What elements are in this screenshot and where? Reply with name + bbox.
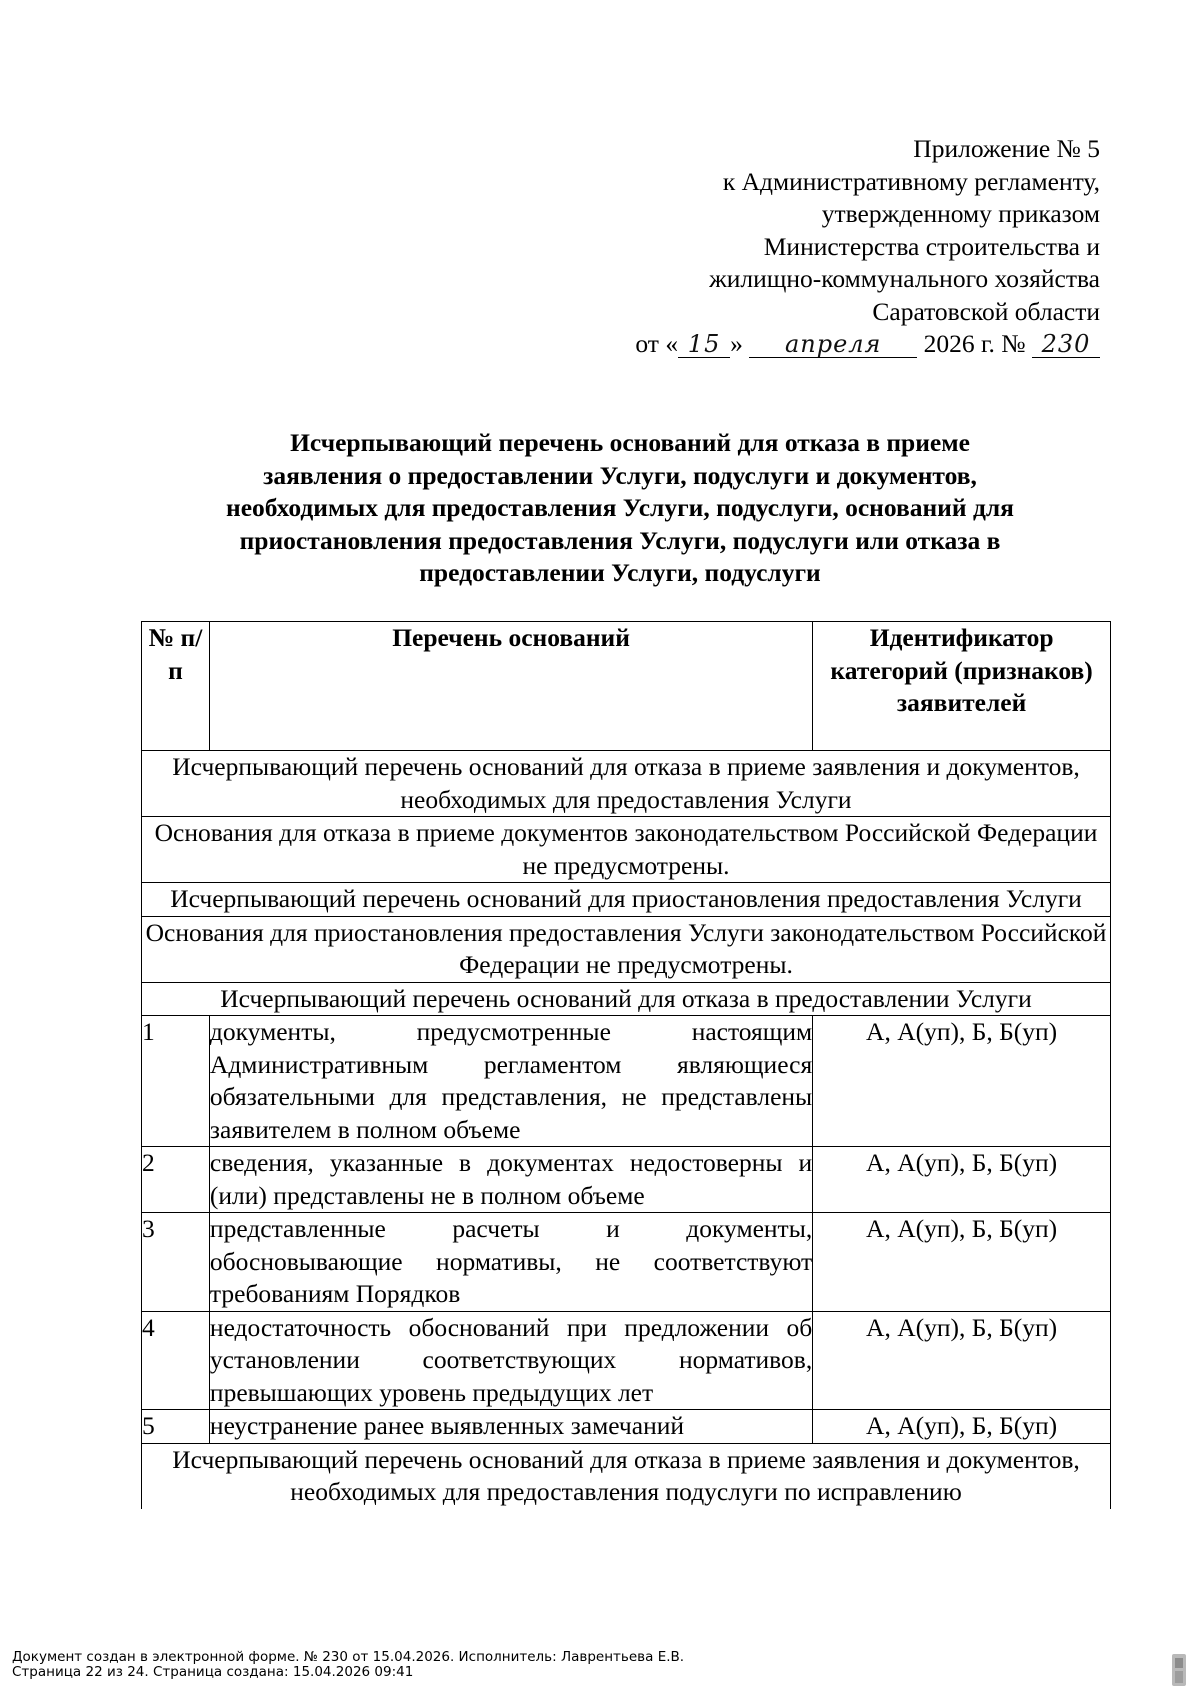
section-cell: Исчерпывающий перечень оснований для отказа в приеме заявления и документов, необходимых для предоставления подуслуги по исправлению — [142, 1443, 1111, 1509]
row-ground-text: сведения, указанные в документах недостоверны и (или) представлены не в полном объеме — [209, 1147, 812, 1213]
handwritten-day: 15 — [678, 331, 730, 358]
title-line: необходимых для предоставления Услуги, подуслуги, оснований для — [226, 493, 1014, 522]
title-line: заявления о предоставлении Услуги, подуслуги и документов, — [263, 460, 977, 490]
row-number: 5 — [142, 1410, 210, 1444]
row-ground-text: недостаточность обоснований при предложении об установлении соответствующих нормативов, превышающих уровень предыдущих лет — [209, 1311, 812, 1410]
appendix-line: к Административному регламенту, — [722, 166, 1100, 196]
row-identifier: А, А(уп), Б, Б(уп) — [813, 1311, 1111, 1410]
order-date-line — [635, 328, 1100, 361]
section-cell: Исчерпывающий перечень оснований для отказа в приеме заявления и документов, необходимых для предоставления Услуги — [142, 751, 1111, 817]
row-identifier: А, А(уп), Б, Б(уп) — [813, 1016, 1111, 1147]
section-row — [142, 982, 1111, 1016]
table-row — [142, 1147, 1111, 1213]
table-row — [142, 1311, 1111, 1410]
section-row — [142, 817, 1111, 883]
year-text: 2026 г. № — [923, 329, 1026, 358]
header-list: Перечень оснований — [209, 622, 812, 751]
title-line: Исчерпывающий перечень оснований для отказа в приеме — [290, 428, 970, 457]
document-title — [140, 427, 1100, 590]
row-ground-text: представленные расчеты и документы, обосновывающие нормативы, не соответствуют требованиям Порядков — [209, 1213, 812, 1312]
row-number: 3 — [142, 1213, 210, 1312]
row-number: 1 — [142, 1016, 210, 1147]
section-row — [142, 883, 1111, 917]
handwritten-month: апреля — [749, 331, 917, 358]
electronic-document-footer — [12, 1650, 684, 1680]
appendix-line: Приложение № 5 — [913, 134, 1100, 163]
table-header-row — [142, 622, 1111, 751]
coat-of-arms-icon — [1170, 1652, 1188, 1688]
appendix-block — [635, 133, 1100, 361]
appendix-line: Саратовской области — [872, 296, 1100, 326]
row-identifier: А, А(уп), Б, Б(уп) — [813, 1147, 1111, 1213]
row-ground-text: документы, предусмотренные настоящим Административным регламентом являющиеся обязательными для представления, не представлены заявителем в полном объеме — [209, 1016, 812, 1147]
row-number: 4 — [142, 1311, 210, 1410]
footer-line: Документ создан в электронной форме. № 230 от 15.04.2026. Исполнитель: Лаврентьева Е.В. — [12, 1649, 685, 1665]
row-ground-text: неустранение ранее выявленных замечаний — [209, 1410, 812, 1444]
table-row — [142, 1213, 1111, 1312]
handwritten-order-number: 230 — [1032, 331, 1100, 358]
section-cell: Основания для отказа в приеме документов законодательством Российской Федерации не предусмотрены. — [142, 817, 1111, 883]
row-number: 2 — [142, 1147, 210, 1213]
appendix-line: Министерства строительства и — [763, 231, 1100, 261]
date-mid: » — [730, 329, 743, 358]
section-cell: Исчерпывающий перечень оснований для приостановления предоставления Услуги — [142, 883, 1111, 917]
header-num: № п/п — [142, 622, 210, 751]
section-cell: Основания для приостановления предоставления Услуги законодательством Российской Федерации не предусмотрены. — [142, 916, 1111, 982]
date-prefix: от « — [635, 329, 679, 358]
table-row — [142, 1016, 1111, 1147]
grounds-table — [141, 621, 1111, 1509]
section-row — [142, 916, 1111, 982]
title-line: приостановления предоставления Услуги, подуслуги или отказа в — [239, 525, 1001, 555]
table-row — [142, 1410, 1111, 1444]
section-cell: Исчерпывающий перечень оснований для отказа в предоставлении Услуги — [142, 982, 1111, 1016]
section-row — [142, 1443, 1111, 1509]
row-identifier: А, А(уп), Б, Б(уп) — [813, 1213, 1111, 1312]
appendix-line: жилищно-коммунального хозяйства — [709, 264, 1100, 293]
header-identifier: Идентификатор категорий (признаков) заявителей — [813, 622, 1111, 751]
section-row — [142, 751, 1111, 817]
title-line: предоставлении Услуги, подуслуги — [419, 558, 821, 587]
appendix-line: утвержденному приказом — [821, 199, 1100, 228]
footer-line: Страница 22 из 24. Страница создана: 15.04.2026 09:41 — [12, 1664, 414, 1680]
row-identifier: А, А(уп), Б, Б(уп) — [813, 1410, 1111, 1444]
